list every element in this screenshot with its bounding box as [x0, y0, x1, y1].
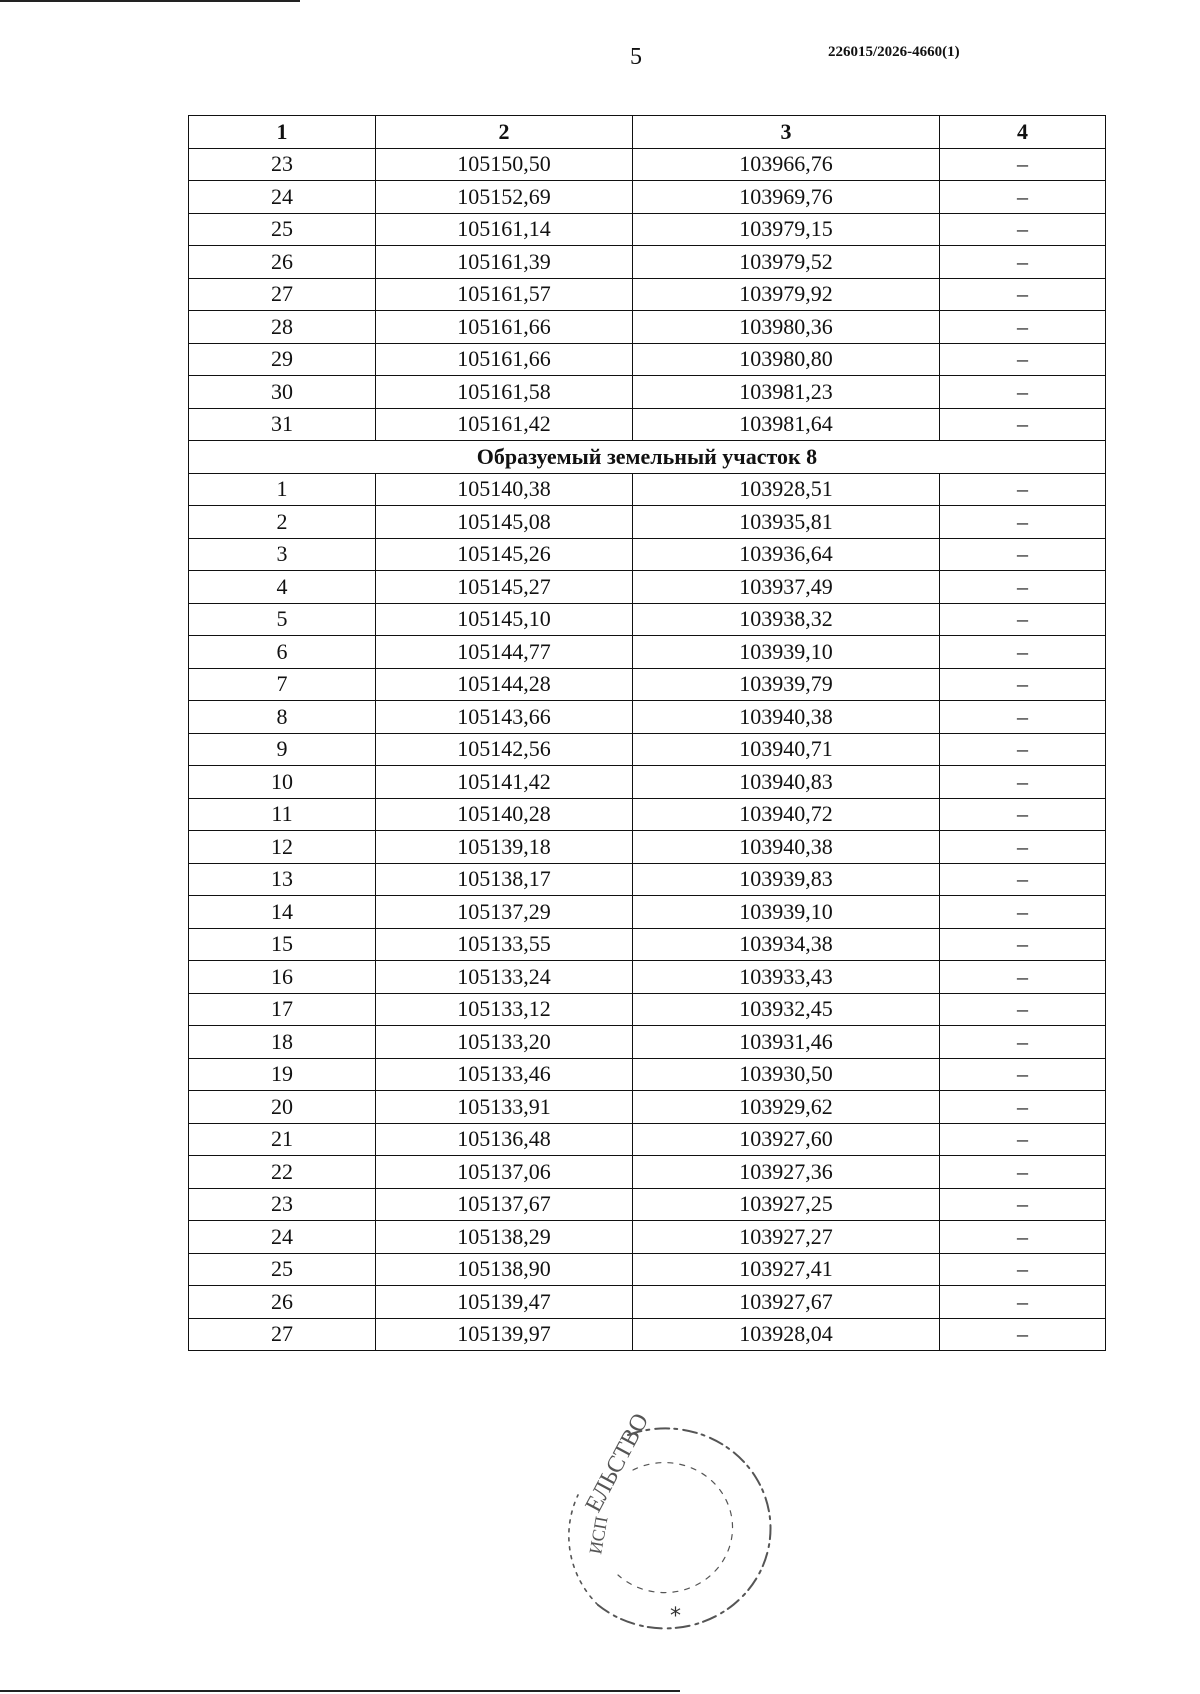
coordinates-table	[188, 115, 1106, 1351]
note-cell: –	[940, 603, 1106, 636]
point-number-cell: 24	[189, 1221, 376, 1254]
point-number-cell: 17	[189, 993, 376, 1026]
table-row	[189, 506, 1106, 539]
x-coordinate-cell: 105142,56	[376, 733, 633, 766]
point-number-cell: 23	[189, 1188, 376, 1221]
y-coordinate-cell: 103927,36	[633, 1156, 940, 1189]
table-row	[189, 993, 1106, 1026]
y-coordinate-cell: 103928,51	[633, 473, 940, 506]
y-coordinate-cell: 103940,72	[633, 798, 940, 831]
point-number-cell: 21	[189, 1123, 376, 1156]
table-row	[189, 1026, 1106, 1059]
y-coordinate-cell: 103940,83	[633, 766, 940, 799]
x-coordinate-cell: 105138,29	[376, 1221, 633, 1254]
note-cell: –	[940, 961, 1106, 994]
table-row	[189, 928, 1106, 961]
x-coordinate-cell: 105139,47	[376, 1286, 633, 1319]
top-edge-line	[0, 0, 300, 2]
point-number-cell: 12	[189, 831, 376, 864]
x-coordinate-cell: 105133,12	[376, 993, 633, 1026]
x-coordinate-cell: 105139,97	[376, 1318, 633, 1351]
y-coordinate-cell: 103932,45	[633, 993, 940, 1026]
point-number-cell: 24	[189, 181, 376, 214]
point-number-cell: 26	[189, 1286, 376, 1319]
table-row	[189, 343, 1106, 376]
point-number-cell: 7	[189, 668, 376, 701]
point-number-cell: 14	[189, 896, 376, 929]
point-number-cell: 18	[189, 1026, 376, 1059]
table-row	[189, 1058, 1106, 1091]
x-coordinate-cell: 105145,26	[376, 538, 633, 571]
x-coordinate-cell: 105133,24	[376, 961, 633, 994]
note-cell: –	[940, 798, 1106, 831]
table-header-row	[189, 116, 1106, 149]
table-row	[189, 213, 1106, 246]
table-row	[189, 896, 1106, 929]
y-coordinate-cell: 103936,64	[633, 538, 940, 571]
y-coordinate-cell: 103940,38	[633, 701, 940, 734]
note-cell: –	[940, 668, 1106, 701]
y-coordinate-cell: 103937,49	[633, 571, 940, 604]
table-row	[189, 961, 1106, 994]
table-row	[189, 603, 1106, 636]
y-coordinate-cell: 103981,23	[633, 376, 940, 409]
point-number-cell: 19	[189, 1058, 376, 1091]
y-coordinate-cell: 103939,83	[633, 863, 940, 896]
table-row	[189, 1318, 1106, 1351]
y-coordinate-cell: 103931,46	[633, 1026, 940, 1059]
note-cell: –	[940, 181, 1106, 214]
stamp-text-top: ЕЛЬСТВО	[580, 1409, 655, 1517]
note-cell: –	[940, 311, 1106, 344]
x-coordinate-cell: 105161,58	[376, 376, 633, 409]
table-row	[189, 538, 1106, 571]
point-number-cell: 27	[189, 1318, 376, 1351]
note-cell: –	[940, 733, 1106, 766]
table-row	[189, 148, 1106, 181]
y-coordinate-cell: 103940,71	[633, 733, 940, 766]
y-coordinate-cell: 103927,27	[633, 1221, 940, 1254]
table-row	[189, 1221, 1106, 1254]
note-cell: –	[940, 1221, 1106, 1254]
document-id: 226015/2026-4660(1)	[828, 44, 960, 60]
x-coordinate-cell: 105137,67	[376, 1188, 633, 1221]
header-cell: 3	[633, 116, 940, 149]
note-cell: –	[940, 1318, 1106, 1351]
point-number-cell: 2	[189, 506, 376, 539]
table-row	[189, 863, 1106, 896]
x-coordinate-cell: 105161,57	[376, 278, 633, 311]
x-coordinate-cell: 105138,90	[376, 1253, 633, 1286]
x-coordinate-cell: 105141,42	[376, 766, 633, 799]
table-row	[189, 1091, 1106, 1124]
x-coordinate-cell: 105144,77	[376, 636, 633, 669]
point-number-cell: 27	[189, 278, 376, 311]
point-number-cell: 26	[189, 246, 376, 279]
table-row	[189, 1253, 1106, 1286]
x-coordinate-cell: 105161,66	[376, 343, 633, 376]
point-number-cell: 1	[189, 473, 376, 506]
table-row	[189, 376, 1106, 409]
table-row	[189, 246, 1106, 279]
note-cell: –	[940, 506, 1106, 539]
table-row	[189, 571, 1106, 604]
note-cell: –	[940, 1253, 1106, 1286]
point-number-cell: 25	[189, 213, 376, 246]
note-cell: –	[940, 343, 1106, 376]
note-cell: –	[940, 213, 1106, 246]
note-cell: –	[940, 1286, 1106, 1319]
x-coordinate-cell: 105133,20	[376, 1026, 633, 1059]
stamp-text-left: ИСП	[585, 1514, 612, 1556]
table-row	[189, 181, 1106, 214]
note-cell: –	[940, 993, 1106, 1026]
table-row	[189, 701, 1106, 734]
table-row	[189, 766, 1106, 799]
point-number-cell: 29	[189, 343, 376, 376]
y-coordinate-cell: 103930,50	[633, 1058, 940, 1091]
note-cell: –	[940, 863, 1106, 896]
table-row	[189, 473, 1106, 506]
table-row	[189, 408, 1106, 441]
y-coordinate-cell: 103939,79	[633, 668, 940, 701]
point-number-cell: 10	[189, 766, 376, 799]
point-number-cell: 3	[189, 538, 376, 571]
note-cell: –	[940, 831, 1106, 864]
y-coordinate-cell: 103934,38	[633, 928, 940, 961]
note-cell: –	[940, 1156, 1106, 1189]
x-coordinate-cell: 105152,69	[376, 181, 633, 214]
x-coordinate-cell: 105139,18	[376, 831, 633, 864]
section-title: Образуемый земельный участок 8	[189, 441, 1106, 474]
note-cell: –	[940, 928, 1106, 961]
round-seal-stamp	[558, 1405, 808, 1635]
point-number-cell: 6	[189, 636, 376, 669]
y-coordinate-cell: 103939,10	[633, 636, 940, 669]
y-coordinate-cell: 103929,62	[633, 1091, 940, 1124]
note-cell: –	[940, 766, 1106, 799]
x-coordinate-cell: 105145,10	[376, 603, 633, 636]
x-coordinate-cell: 105161,66	[376, 311, 633, 344]
note-cell: –	[940, 571, 1106, 604]
header-cell: 1	[189, 116, 376, 149]
x-coordinate-cell: 105145,08	[376, 506, 633, 539]
stamp-star-icon: *	[670, 1604, 681, 1629]
note-cell: –	[940, 1188, 1106, 1221]
note-cell: –	[940, 701, 1106, 734]
y-coordinate-cell: 103938,32	[633, 603, 940, 636]
point-number-cell: 22	[189, 1156, 376, 1189]
point-number-cell: 11	[189, 798, 376, 831]
table-row	[189, 1188, 1106, 1221]
note-cell: –	[940, 148, 1106, 181]
note-cell: –	[940, 1091, 1106, 1124]
x-coordinate-cell: 105140,28	[376, 798, 633, 831]
page-number: 5	[630, 44, 642, 70]
x-coordinate-cell: 105133,55	[376, 928, 633, 961]
x-coordinate-cell: 105137,29	[376, 896, 633, 929]
x-coordinate-cell: 105133,91	[376, 1091, 633, 1124]
point-number-cell: 25	[189, 1253, 376, 1286]
point-number-cell: 20	[189, 1091, 376, 1124]
point-number-cell: 16	[189, 961, 376, 994]
note-cell: –	[940, 1026, 1106, 1059]
y-coordinate-cell: 103927,41	[633, 1253, 940, 1286]
header-cell: 2	[376, 116, 633, 149]
x-coordinate-cell: 105145,27	[376, 571, 633, 604]
x-coordinate-cell: 105150,50	[376, 148, 633, 181]
y-coordinate-cell: 103940,38	[633, 831, 940, 864]
y-coordinate-cell: 103927,25	[633, 1188, 940, 1221]
x-coordinate-cell: 105161,42	[376, 408, 633, 441]
x-coordinate-cell: 105138,17	[376, 863, 633, 896]
table-row	[189, 636, 1106, 669]
y-coordinate-cell: 103927,60	[633, 1123, 940, 1156]
y-coordinate-cell: 103935,81	[633, 506, 940, 539]
note-cell: –	[940, 538, 1106, 571]
note-cell: –	[940, 636, 1106, 669]
point-number-cell: 8	[189, 701, 376, 734]
note-cell: –	[940, 246, 1106, 279]
table-row	[189, 1123, 1106, 1156]
table-row	[189, 311, 1106, 344]
y-coordinate-cell: 103980,80	[633, 343, 940, 376]
y-coordinate-cell: 103928,04	[633, 1318, 940, 1351]
note-cell: –	[940, 896, 1106, 929]
point-number-cell: 28	[189, 311, 376, 344]
table-row	[189, 733, 1106, 766]
table-row	[189, 668, 1106, 701]
y-coordinate-cell: 103979,15	[633, 213, 940, 246]
x-coordinate-cell: 105133,46	[376, 1058, 633, 1091]
x-coordinate-cell: 105144,28	[376, 668, 633, 701]
x-coordinate-cell: 105140,38	[376, 473, 633, 506]
bottom-edge-line	[0, 1690, 680, 1692]
note-cell: –	[940, 376, 1106, 409]
point-number-cell: 31	[189, 408, 376, 441]
table-row	[189, 1286, 1106, 1319]
y-coordinate-cell: 103966,76	[633, 148, 940, 181]
point-number-cell: 5	[189, 603, 376, 636]
x-coordinate-cell: 105161,39	[376, 246, 633, 279]
table-row	[189, 798, 1106, 831]
y-coordinate-cell: 103969,76	[633, 181, 940, 214]
section-row	[189, 441, 1106, 474]
x-coordinate-cell: 105136,48	[376, 1123, 633, 1156]
y-coordinate-cell: 103981,64	[633, 408, 940, 441]
point-number-cell: 13	[189, 863, 376, 896]
point-number-cell: 9	[189, 733, 376, 766]
y-coordinate-cell: 103933,43	[633, 961, 940, 994]
header-cell: 4	[940, 116, 1106, 149]
x-coordinate-cell: 105137,06	[376, 1156, 633, 1189]
point-number-cell: 23	[189, 148, 376, 181]
point-number-cell: 15	[189, 928, 376, 961]
table-row	[189, 831, 1106, 864]
note-cell: –	[940, 1058, 1106, 1091]
note-cell: –	[940, 278, 1106, 311]
point-number-cell: 4	[189, 571, 376, 604]
x-coordinate-cell: 105143,66	[376, 701, 633, 734]
table-row	[189, 1156, 1106, 1189]
point-number-cell: 30	[189, 376, 376, 409]
note-cell: –	[940, 1123, 1106, 1156]
y-coordinate-cell: 103979,52	[633, 246, 940, 279]
y-coordinate-cell: 103980,36	[633, 311, 940, 344]
y-coordinate-cell: 103939,10	[633, 896, 940, 929]
table-row	[189, 278, 1106, 311]
y-coordinate-cell: 103927,67	[633, 1286, 940, 1319]
note-cell: –	[940, 473, 1106, 506]
y-coordinate-cell: 103979,92	[633, 278, 940, 311]
note-cell: –	[940, 408, 1106, 441]
x-coordinate-cell: 105161,14	[376, 213, 633, 246]
